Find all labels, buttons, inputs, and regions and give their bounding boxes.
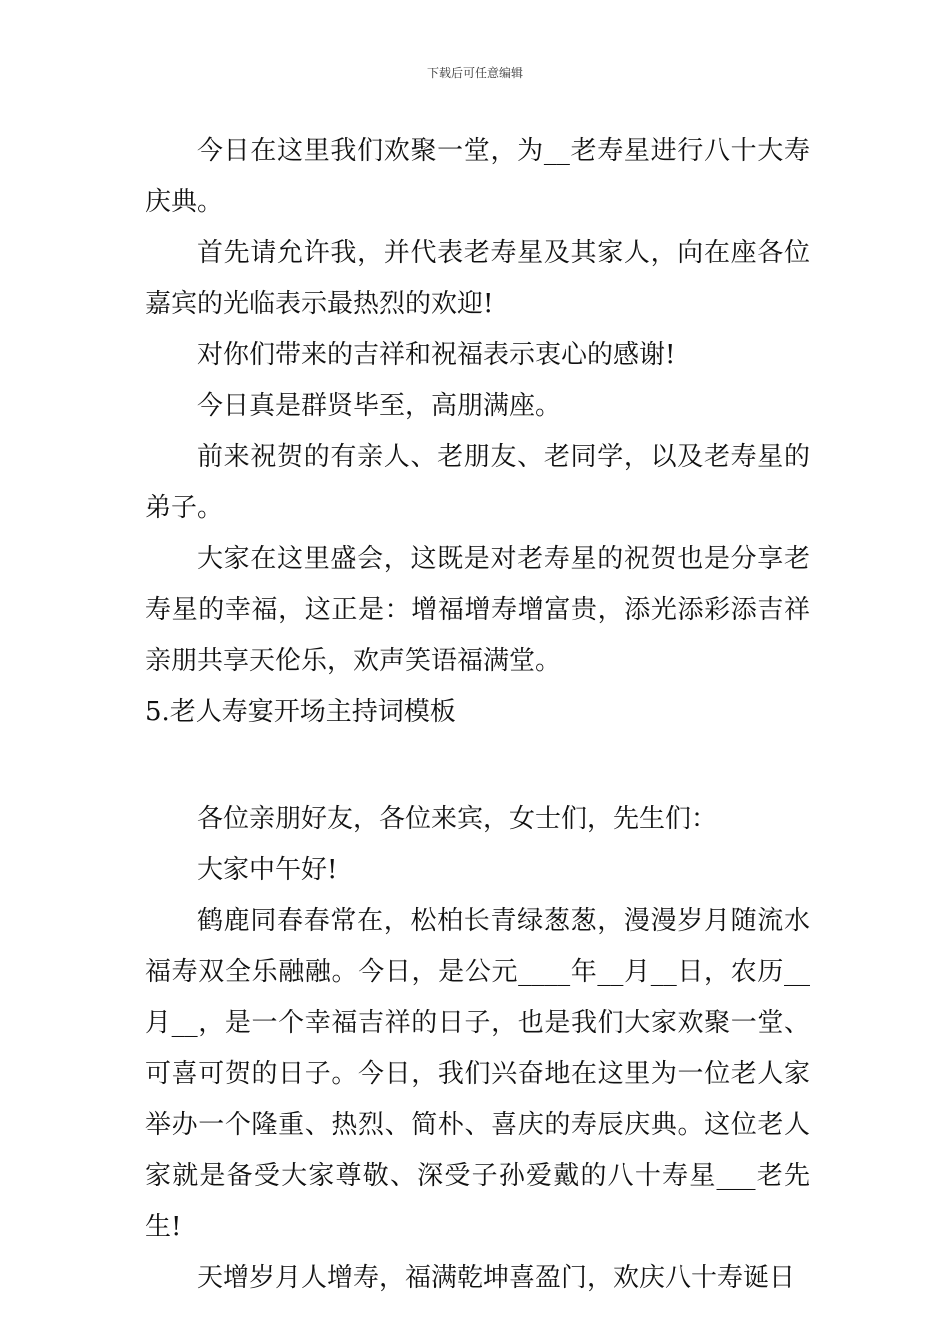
paragraph: 大家中午好! <box>197 855 338 885</box>
page-header: 下载后可任意编辑 <box>426 66 523 80</box>
paragraph: 今日在这里我们欢聚一堂，为__老寿星进行八十大寿庆典。 <box>145 136 810 217</box>
section-heading: 5.老人寿宴开场主持词模板 <box>145 697 456 727</box>
paragraph: 今日真是群贤毕至，高朋满座。 <box>197 391 562 421</box>
paragraph: 前来祝贺的有亲人、老朋友、老同学，以及老寿星的弟子。 <box>145 442 810 523</box>
paragraph: 各位亲朋好友，各位来宾，女士们，先生们： <box>197 804 718 834</box>
document-body <box>145 126 810 1304</box>
paragraph: 对你们带来的吉祥和祝福表示衷心的感谢! <box>197 340 676 370</box>
paragraph: 鹤鹿同春春常在，松柏长青绿葱葱，漫漫岁月随流水福寿双全乐融融。今日，是公元____年__月__日，农历__月__，是一个幸福吉祥的日子，也是我们大家欢聚一堂、可喜可贺的日子。今日，我们兴奋地在这里为一位老人家举办一个隆重、热烈、简朴、喜庆的寿辰庆典。这位老人家就是备受大家尊敬、深受子孙爱戴的八十寿星___老先生! <box>145 906 810 1242</box>
paragraph: 大家在这里盛会，这既是对老寿星的祝贺也是分享老寿星的幸福，这正是：增福增寿增富贵，添光添彩添吉祥亲朋共享天伦乐，欢声笑语福满堂。 <box>145 544 810 676</box>
paragraph: 首先请允许我，并代表老寿星及其家人，向在座各位嘉宾的光临表示最热烈的欢迎! <box>145 238 810 319</box>
section-spacer <box>145 738 810 794</box>
paragraph: 天增岁月人增寿，福满乾坤喜盈门，欢庆八十寿诞日 <box>197 1263 796 1293</box>
